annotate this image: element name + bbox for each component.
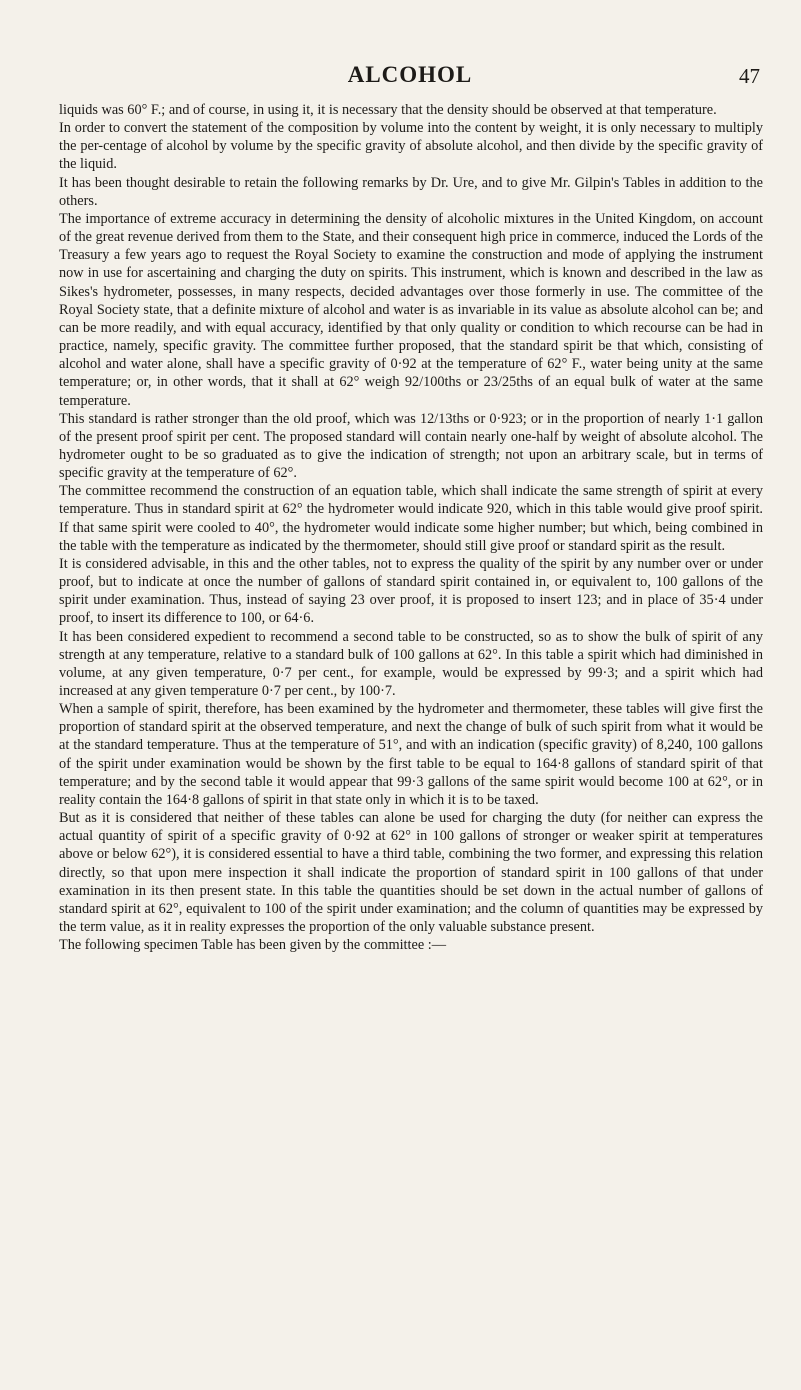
paragraph: It has been considered expedient to recommend a second table to be constructed, so as to show the bulk of spirit of any strength at any temperature, relative to a standard bulk of 100 gallons at 62°. In this table a spirit which had diminished in volume, at any given temperature, 0·7 per cent., for example, would be expressed by 99·3; and a spirit which had increased at any given temperature 0·7 per cent., by 100·7. [59, 628, 763, 699]
paragraph: The importance of extreme accuracy in determining the density of alcoholic mixtures in the United Kingdom, on account of the great revenue derived from them to the State, and their consequent high price in commerce, induced the Lords of the Treasury a few years ago to request the Royal Society to examine the construction and mode of applying the instrument now in use for ascertaining and charging the duty on spirits. This instrument, which is known and described in the law as Sikes's hydrometer, possesses, in many respects, decided advantages over those formerly in use. The committee of the Royal Society state, that a definite mixture of alcohol and water is as invariable in its value as absolute alcohol can be; and can be more readily, and with equal accuracy, identified by that only quality or condition to which recourse can be had in practice, namely, specific gravity. The committee further proposed, that the standard spirit be that which, consisting of alcohol and water alone, shall have a specific gravity of 0·92 at the temperature of 62° F., water being unity at the same temperature; or, in other words, that it shall at 62° weigh 92/100ths or 23/25ths of an equal bulk of water at the same temperature. [59, 210, 763, 409]
page-header [60, 62, 760, 96]
paragraph: But as it is considered that neither of these tables can alone be used for charging the duty (for neither can express the actual quantity of spirit of a specific gravity of 0·92 at 62° in 100 gallons of stronger or weaker spirit at temperatures above or below 62°), it is considered essential to have a third table, combining the two former, and expressing this relation directly, so that upon mere inspection it shall indicate the proportion of standard spirit in 100 gallons of that under examination in its then present state. In this table the quantities should be set down in the actual number of gallons of standard spirit at 62°, equivalent to 100 of the spirit under examination; and the column of quantities may be expressed by the term value, as it in reality expresses the proportion of the only valuable substance present. [59, 810, 763, 936]
page-number: 47 [739, 64, 760, 88]
paragraph: The committee recommend the construction of an equation table, which shall indicate the same strength of spirit at every temperature. Thus in standard spirit at 62° the hydrometer would indicate 920, which in this table would give proof spirit. If that same spirit were cooled to 40°, the hydrometer would indicate some higher number; but which, being combined in the table with the temperature as indicated by the thermometer, should still give proof or standard spirit as the result. [59, 483, 763, 554]
paragraph: In order to convert the statement of the composition by volume into the content by weight, it is only necessary to multiply the per-centage of alcohol by volume by the specific gravity of absolute alcohol, and then divide by the specific gravity of the liquid. [59, 120, 763, 173]
body-text [59, 101, 763, 954]
paragraph: It has been thought desirable to retain the following remarks by Dr. Ure, and to give Mr. Gilpin's Tables in addition to the others. [59, 174, 763, 209]
paragraph: When a sample of spirit, therefore, has been examined by the hydrometer and thermometer, these tables will give first the proportion of standard spirit at the observed temperature, and next the change of bulk of such spirit from what it would be at the standard temperature. Thus at the temperature of 51°, and with an indication (specific gravity) of 8,240, 100 gallons of the spirit under examination would be shown by the first table to be equal to 164·8 gallons of standard spirit of that temperature; and by the second table it would appear that 99·3 gallons of the same spirit would become 100 at 62°, or in reality contain the 164·8 gallons of spirit in that state only in which it is to be taxed. [59, 701, 763, 808]
running-title: ALCOHOL [347, 62, 473, 87]
paragraph: The following specimen Table has been given by the committee :— [59, 937, 447, 954]
paragraph: It is considered advisable, in this and the other tables, not to express the quality of the spirit by any number over or under proof, but to indicate at once the number of gallons of standard spirit contained in, or equivalent to, 100 gallons of the spirit under examination. Thus, instead of saying 23 over proof, it is proposed to insert 123; and in place of 35·4 under proof, to insert its difference to 100, or 64·6. [59, 555, 763, 627]
paragraph: liquids was 60° F.; and of course, in using it, it is necessary that the density should be observed at that temperature. [59, 102, 717, 118]
paragraph: This standard is rather stronger than the old proof, which was 12/13ths or 0·923; or in the proportion of nearly 1·1 gallon of the present proof spirit per cent. The proposed standard will contain nearly one-half by weight of absolute alcohol. The hydrometer ought to be so graduated as to give the indication of strength; not upon an arbitrary scale, but in terms of specific gravity at the temperature of 62°. [59, 410, 763, 482]
